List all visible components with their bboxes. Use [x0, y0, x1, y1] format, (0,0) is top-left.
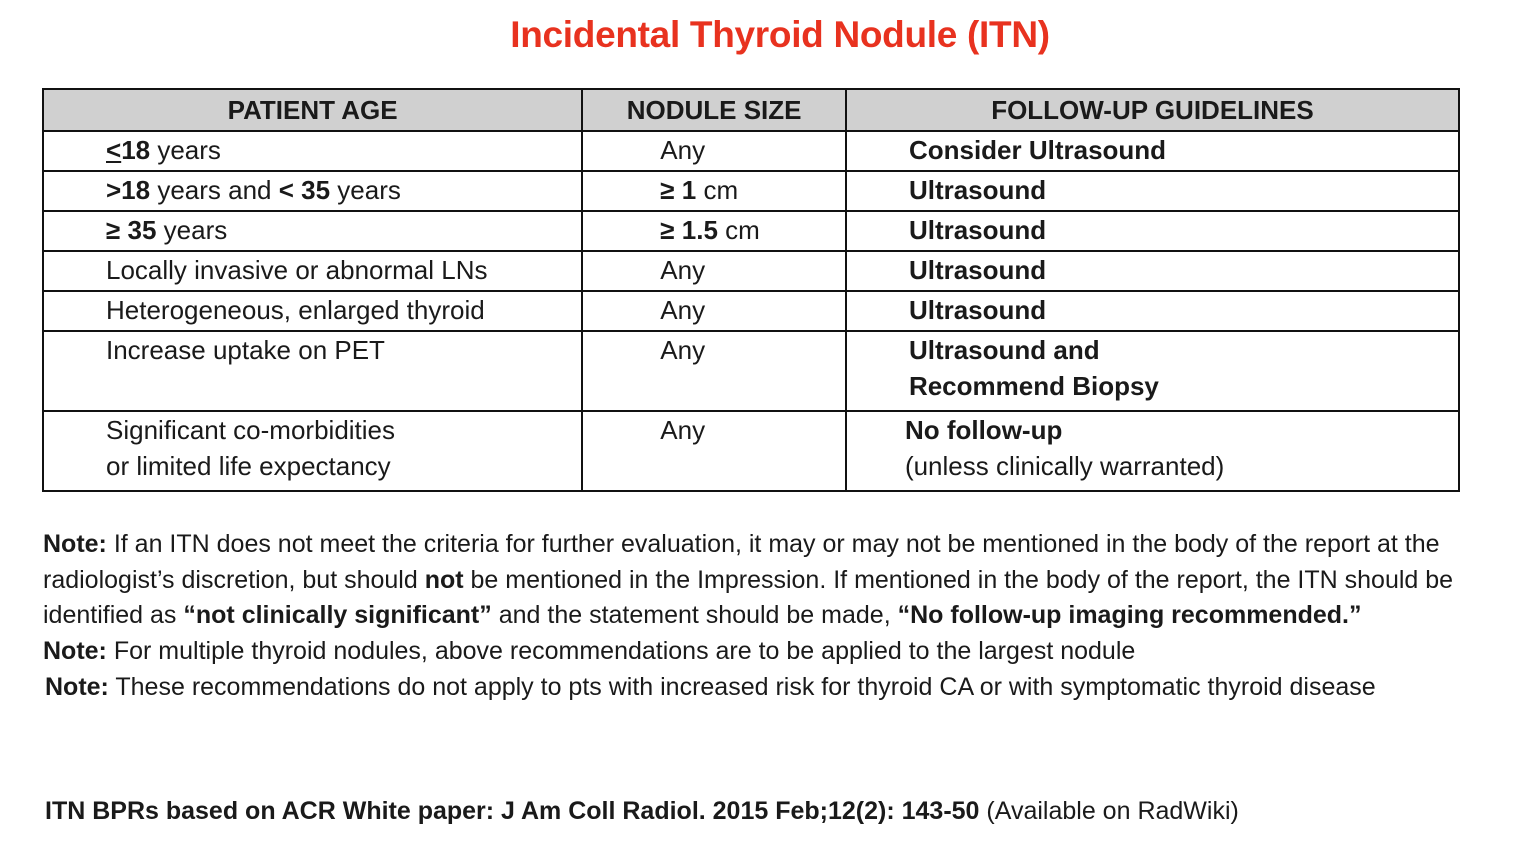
size-cell: Any	[582, 251, 846, 291]
followup-cell: Consider Ultrasound	[846, 131, 1459, 171]
table-header-row	[43, 89, 1459, 131]
size-unit: cm	[696, 175, 739, 205]
note-3	[43, 670, 1513, 706]
note-1-text-c: and the statement should be made,	[491, 601, 898, 630]
note-3-text: These recommendations do not apply to pts with increased risk for thyroid CA or with symptomatic thyroid disease	[108, 672, 1376, 701]
note-1-text-b: be mentioned in the Impression. If mentioned in the body of the report, the ITN should be identified as	[43, 565, 1454, 630]
size-cell	[582, 171, 846, 211]
age-cell: Heterogeneous, enlarged thyroid	[43, 291, 582, 331]
followup-cell	[846, 411, 1459, 491]
size-value: ≥ 1	[660, 175, 697, 205]
size-cell: Any	[582, 131, 846, 171]
note-label: Note:	[43, 637, 107, 666]
note-1-quote-1: “not clinically significant”	[183, 601, 492, 630]
age-value: 18	[121, 135, 151, 165]
notes-section	[43, 527, 1513, 706]
note-2-text: For multiple thyroid nodules, above recommendations are to be applied to the largest nodule	[106, 637, 1136, 666]
age-line-1: Significant co-morbidities	[106, 415, 396, 445]
age-cell: Increase uptake on PET	[43, 331, 582, 411]
header-nodule-size: NODULE SIZE	[582, 89, 846, 131]
followup-line-2: (unless clinically warranted)	[904, 451, 1225, 481]
followup-line-1: No follow-up	[904, 415, 1063, 445]
followup-cell: Ultrasound	[846, 211, 1459, 251]
size-cell: Any	[582, 291, 846, 331]
reference-availability: (Available on RadWiki)	[979, 797, 1239, 825]
table-row	[43, 131, 1459, 171]
itn-guidelines-table	[42, 88, 1460, 492]
followup-line-1: Ultrasound and	[908, 335, 1100, 365]
reference-citation: ITN BPRs based on ACR White paper: J Am Coll Radiol. 2015 Feb;12(2): 143-50	[45, 797, 980, 825]
followup-cell	[846, 331, 1459, 411]
note-1-text-a: If an ITN does not meet the criteria for further evaluation, it may or may not be mentioned in the body of the report at the radiologist’s discretion, but should	[43, 530, 1440, 594]
note-label: Note:	[45, 672, 109, 701]
note-1	[43, 527, 1513, 634]
age-cell	[43, 411, 582, 491]
note-2	[43, 634, 1513, 670]
age-upper: < 35	[278, 175, 331, 205]
reference-line	[45, 794, 1239, 828]
followup-cell: Ultrasound	[846, 291, 1459, 331]
age-symbol: <	[106, 135, 122, 165]
followup-line-2: Recommend Biopsy	[908, 371, 1159, 401]
age-cell	[43, 131, 582, 171]
age-unit: years	[150, 135, 221, 165]
table-row	[43, 171, 1459, 211]
size-cell: Any	[582, 411, 846, 491]
followup-cell: Ultrasound	[846, 171, 1459, 211]
note-1-emphasis-not: not	[424, 565, 464, 594]
size-unit: cm	[717, 215, 760, 245]
size-value: ≥ 1.5	[660, 215, 718, 245]
age-unit: years	[330, 175, 401, 205]
followup-cell: Ultrasound	[846, 251, 1459, 291]
age-lower: >18	[106, 175, 151, 205]
header-patient-age: PATIENT AGE	[43, 89, 582, 131]
table-row	[43, 211, 1459, 251]
table-row	[43, 331, 1459, 411]
table-row	[43, 251, 1459, 291]
size-cell	[582, 211, 846, 251]
age-unit: years	[156, 215, 228, 245]
age-cell: Locally invasive or abnormal LNs	[43, 251, 582, 291]
header-follow-up: FOLLOW-UP GUIDELINES	[846, 89, 1459, 131]
table-row	[43, 291, 1459, 331]
age-line-2: or limited life expectancy	[106, 451, 391, 481]
note-label: Note:	[43, 530, 107, 558]
note-1-quote-2: “No follow-up imaging recommended.”	[897, 601, 1362, 630]
page-title: Incidental Thyroid Nodule (ITN)	[510, 14, 1050, 55]
age-cell	[43, 211, 582, 251]
age-value: ≥ 35	[106, 215, 157, 245]
age-connector: years and	[150, 175, 279, 205]
table-row	[43, 411, 1459, 491]
age-cell	[43, 171, 582, 211]
size-cell: Any	[582, 331, 846, 411]
